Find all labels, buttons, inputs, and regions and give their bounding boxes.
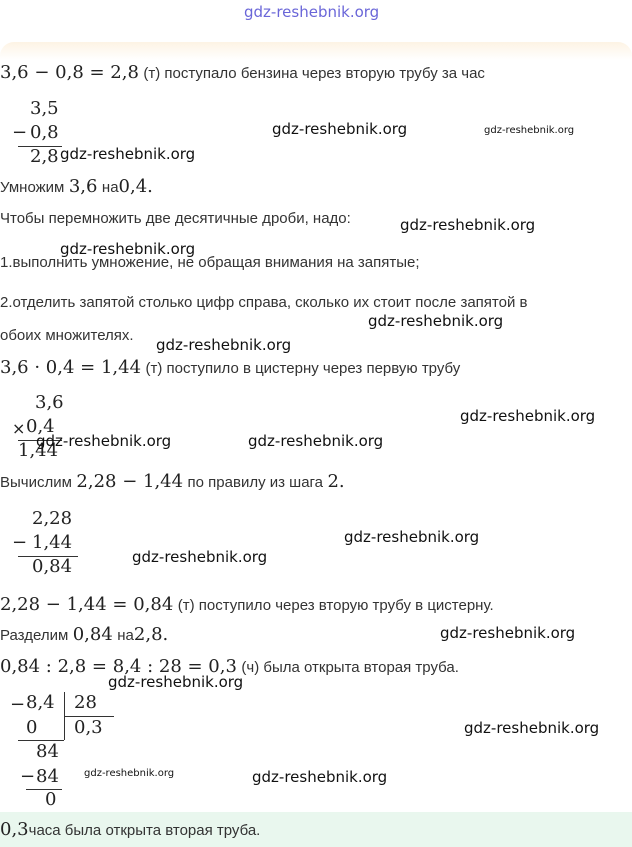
sub2-subtrahend: 1,44 xyxy=(32,532,73,553)
watermark-small: gdz-reshebnik.org xyxy=(484,125,575,136)
div-subtract-2: 84 xyxy=(36,766,59,787)
sub2-result: 0,84 xyxy=(32,556,73,577)
line-2-prefix: Умножим xyxy=(0,179,65,196)
watermark: gdz-reshebnik.org xyxy=(400,216,536,234)
answer-line xyxy=(0,819,260,840)
rule-step-1: 1.выполнить умножение, не обращая внимания на запятые; xyxy=(0,254,420,271)
watermark: gdz-reshebnik.org xyxy=(60,240,196,258)
sub1-result: 2,8 xyxy=(30,146,59,167)
line-2-mid: на xyxy=(101,179,119,196)
watermark: gdz-reshebnik.org xyxy=(36,432,172,450)
watermark: gdz-reshebnik.org xyxy=(440,624,576,642)
watermark: gdz-reshebnik.org xyxy=(460,407,596,425)
div-subtract-1: 0 xyxy=(26,717,38,738)
watermark: gdz-reshebnik.org xyxy=(132,548,268,566)
mul-multiplicand: 3,6 xyxy=(35,392,64,413)
solution-line-3 xyxy=(0,357,460,378)
line-4-step-number: 2. xyxy=(327,471,345,492)
div-rule-2 xyxy=(26,789,62,790)
solution-line-5 xyxy=(0,594,494,615)
rule-intro: Чтобы перемножить две десятичные дроби, надо: xyxy=(0,210,351,227)
watermark-small: gdz-reshebnik.org xyxy=(84,768,175,779)
watermark: gdz-reshebnik.org xyxy=(156,336,292,354)
rule-step-2-line-2: обоих множителях. xyxy=(0,327,134,344)
watermark: gdz-reshebnik.org xyxy=(108,673,244,691)
watermark-top: gdz-reshebnik.org xyxy=(244,3,380,21)
watermark: gdz-reshebnik.org xyxy=(60,145,196,163)
line-4-text: по правилу из шага xyxy=(187,474,324,491)
mul-times-sign: × xyxy=(12,419,26,438)
watermark: gdz-reshebnik.org xyxy=(272,120,408,138)
sub1-minus-sign: − xyxy=(12,122,28,143)
watermark: gdz-reshebnik.org xyxy=(248,432,384,450)
line-4-expression: 2,28 − 1,44 xyxy=(76,471,184,492)
div-minus-sign-1: − xyxy=(10,694,26,715)
content-top-band xyxy=(0,42,632,60)
watermark: gdz-reshebnik.org xyxy=(252,768,388,786)
line-2-value-b: 0,4. xyxy=(118,176,153,197)
watermark: gdz-reshebnik.org xyxy=(344,528,480,546)
sub1-minuend: 3,5 xyxy=(30,98,59,119)
div-quotient: 0,3 xyxy=(74,717,103,738)
div-divisor: 28 xyxy=(74,692,97,713)
solution-line-1 xyxy=(0,62,485,83)
line-7-text: (ч) была открыта вторая труба. xyxy=(241,659,459,676)
line-6-mid: на xyxy=(117,627,134,644)
answer-box xyxy=(0,812,632,847)
div-minus-sign-2: − xyxy=(20,766,36,787)
line-6-prefix: Разделим xyxy=(0,627,69,644)
answer-text: часа была открыта вторая труба. xyxy=(28,822,261,839)
line-5-text: (т) поступило через вторую трубу в цистерну. xyxy=(177,597,494,614)
sub2-minuend: 2,28 xyxy=(32,508,73,529)
watermark: gdz-reshebnik.org xyxy=(368,312,504,330)
equation-3: 2,28 − 1,44 = 0,84 xyxy=(0,594,174,615)
div-remainder-2: 0 xyxy=(45,789,57,810)
solution-line-4 xyxy=(0,471,345,492)
line-4-prefix: Вычислим xyxy=(0,474,72,491)
sub2-minus-sign: − xyxy=(12,532,28,553)
div-dividend: 8,4 xyxy=(26,692,55,713)
div-remainder-1: 84 xyxy=(36,741,59,762)
mul-result: 1,44 xyxy=(18,440,59,461)
line-6-value-a: 0,84 xyxy=(72,624,113,645)
equation-2: 3,6 · 0,4 = 1,44 xyxy=(0,357,142,378)
solution-line-6 xyxy=(0,624,168,645)
sub1-subtrahend: 0,8 xyxy=(30,122,59,143)
solution-line-2 xyxy=(0,176,153,197)
line-3-text: (т) поступило в цистерну через первую трубу xyxy=(145,360,461,377)
equation-1: 3,6 − 0,8 = 2,8 xyxy=(0,62,139,83)
answer-value: 0,3 xyxy=(0,819,29,840)
watermark: gdz-reshebnik.org xyxy=(464,719,600,737)
rule-step-2-line-1: 2.отделить запятой столько цифр справа, сколько их стоит после запятой в xyxy=(0,294,528,311)
line-6-value-b: 2,8. xyxy=(133,624,169,645)
mul-multiplier: 0,4 xyxy=(26,416,55,437)
equation-4: 0,84 : 2,8 = 8,4 : 28 = 0,3 xyxy=(0,656,237,677)
line-1-text: (т) поступало бензина через вторую трубу за час xyxy=(143,65,485,82)
line-2-value-a: 3,6 xyxy=(68,176,98,197)
